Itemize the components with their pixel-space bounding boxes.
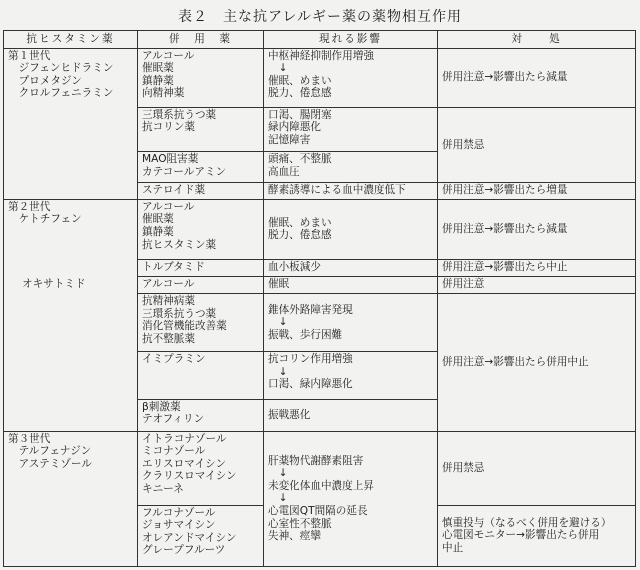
effect-cell: 催眠、めまい 脱力、倦怠感 [264, 199, 438, 259]
action-cell: 併用注意→影響出たら中止 [438, 260, 636, 277]
combined-cell: イミプラミン [138, 352, 264, 400]
table-title: 表２ 主な抗アレルギー薬の薬物相互作用 [177, 9, 463, 25]
effect-cell: 口渇、腸閉塞 緑内障悪化 記憶障害 [264, 107, 438, 151]
gen2-drug-name: 第２世代 ケトチフェン [4, 199, 138, 276]
header-combined: 併 用 薬 [138, 31, 264, 49]
effect-cell: 酵素誘導による血中濃度低下 [264, 182, 438, 199]
combined-cell: β刺激薬 テオフィリン [138, 399, 264, 431]
action-cell: 併用注意 [438, 277, 636, 294]
table-row [4, 48, 636, 107]
action-cell: 併用禁忌 [438, 431, 636, 505]
effect-cell: 錐体外路障害発現 ↓ 振戦、歩行困難 [264, 293, 438, 351]
action-cell: 慎重投与（なるべく併用を避ける） 心電図モニター→影響出たら併用 中止 [438, 505, 636, 566]
effect-cell: 頭痛、不整脈 高血圧 [264, 152, 438, 183]
gen1-drug-name: 第１世代 ジフェンヒドラミン プロメタジン クロルフェニラミン [4, 48, 138, 199]
combined-cell: フルコナゾール ジョサマイシン オレアンドマイシン グレープフルーツ [138, 505, 264, 566]
combined-cell: トルブタミド [138, 260, 264, 277]
combined-cell: MAO阻害薬 カテコールアミン [138, 152, 264, 183]
combined-cell: 三環系抗うつ薬 抗コリン薬 [138, 107, 264, 151]
combined-cell: ステロイド薬 [138, 182, 264, 199]
header-action: 対 処 [438, 31, 636, 49]
effect-cell: 抗コリン作用増強 ↓ 口渇、緑内障悪化 [264, 352, 438, 400]
drug-interaction-table [3, 30, 636, 567]
combined-cell: 抗精神病薬 三環系抗うつ薬 消化管機能改善薬 抗不整脈薬 [138, 293, 264, 351]
gen3-drug-name: 第３世代 テルフェナジン アステミゾール [4, 431, 138, 567]
table-row [4, 199, 636, 259]
effect-cell: 振戦悪化 [264, 399, 438, 431]
effect-cell: 血小板減少 [264, 260, 438, 277]
table-row [4, 431, 636, 505]
combined-cell: イトラコナゾール ミコナゾール エリスロマイシン クラリスロマイシン キニーネ [138, 431, 264, 505]
combined-cell: アルコール [138, 277, 264, 294]
header-row [4, 31, 636, 49]
gen2-sub-drug-name: オキサトミド [4, 277, 138, 431]
action-cell: 併用注意→影響出たら併用中止 [438, 293, 636, 431]
combined-cell: アルコール 催眠薬 鎮静薬 抗ヒスタミン薬 [138, 199, 264, 259]
header-drug: 抗ヒスタミン薬 [4, 31, 138, 49]
action-cell: 併用注意→影響出たら減量 [438, 199, 636, 259]
combined-cell: アルコール 催眠薬 鎮静薬 向精神薬 [138, 48, 264, 107]
effect-cell: 中枢神経抑制作用増強 ↓ 催眠、めまい 脱力、倦怠感 [264, 48, 438, 107]
action-cell: 併用禁忌 [438, 107, 636, 182]
effect-cell: 催眠 [264, 277, 438, 294]
effect-cell: 肝薬物代謝酵素阻害 ↓ 未変化体血中濃度上昇 ↓ 心電図QT間隔の延長 心室性不整脈 失神、痙攣 [264, 431, 438, 567]
action-cell: 併用注意→影響出たら増量 [438, 182, 636, 199]
header-effect: 現れる影響 [264, 31, 438, 49]
table-row [4, 277, 636, 294]
action-cell: 併用注意→影響出たら減量 [438, 48, 636, 107]
